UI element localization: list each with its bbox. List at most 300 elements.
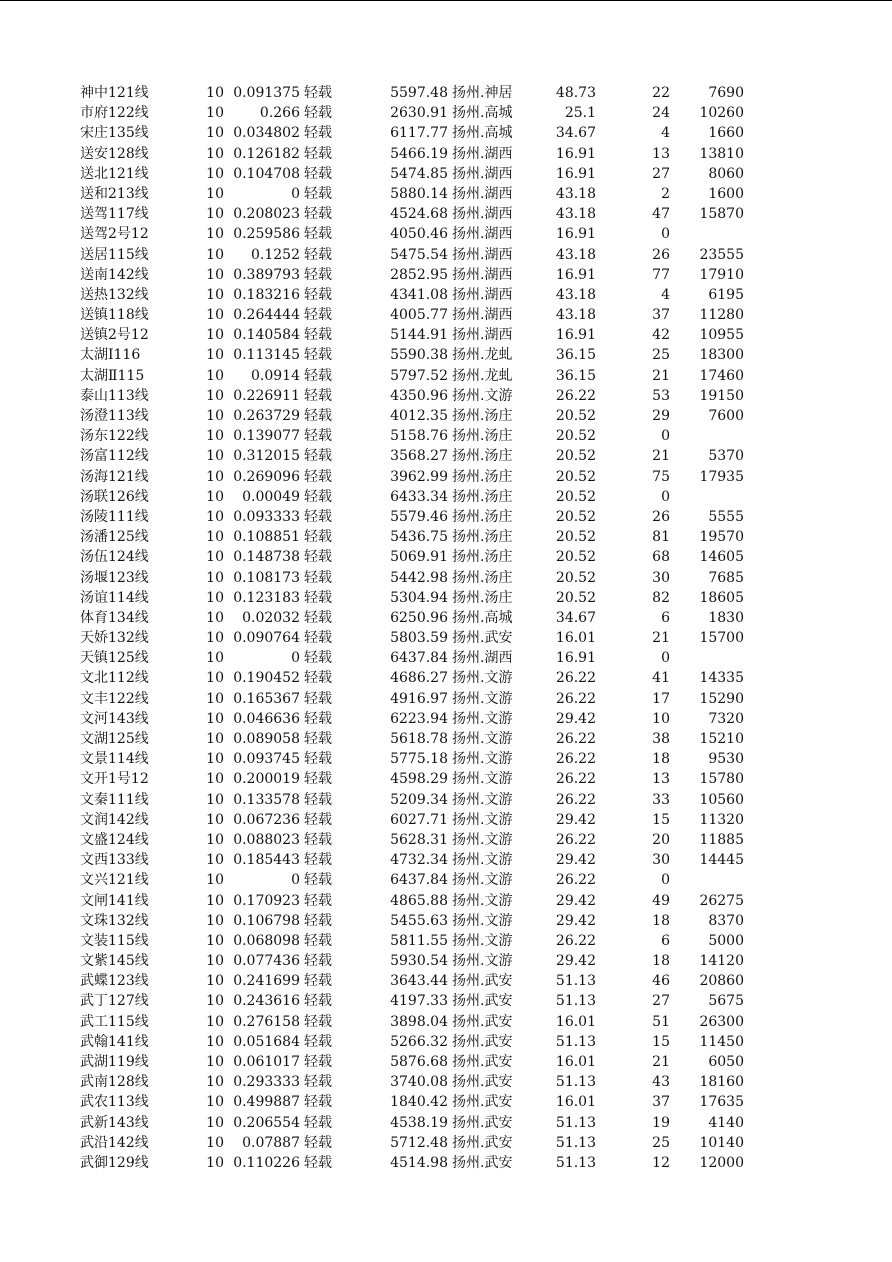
- cell-line-name[interactable]: 天娇132线: [80, 630, 149, 647]
- cell-capacity[interactable]: 18605: [699, 589, 744, 606]
- cell-count[interactable]: 10: [652, 710, 670, 727]
- cell-count[interactable]: 4: [661, 125, 670, 142]
- cell-length[interactable]: 5590.38: [390, 347, 448, 364]
- cell-count[interactable]: 49: [652, 892, 670, 909]
- cell-substation[interactable]: 扬州.汤庄: [452, 569, 513, 586]
- cell-capacity[interactable]: 9530: [708, 751, 744, 768]
- cell-count[interactable]: 21: [652, 367, 670, 384]
- cell-voltage[interactable]: 10: [206, 731, 224, 747]
- cell-length[interactable]: 5466.19: [390, 145, 448, 162]
- cell-voltage[interactable]: 10: [206, 872, 224, 889]
- cell-distance[interactable]: 26.22: [555, 872, 596, 889]
- cell-capacity[interactable]: 26275: [699, 892, 744, 909]
- cell-capacity[interactable]: 11450: [699, 1033, 744, 1050]
- cell-distance[interactable]: 16.01: [555, 1054, 596, 1070]
- cell-voltage[interactable]: 10: [206, 367, 224, 384]
- cell-count[interactable]: 20: [652, 831, 670, 848]
- cell-count[interactable]: 25: [652, 1134, 670, 1151]
- cell-count[interactable]: 2: [661, 185, 670, 202]
- cell-load-rate[interactable]: 0.1252: [251, 246, 300, 263]
- cell-capacity[interactable]: 8370: [708, 912, 744, 929]
- cell-length[interactable]: 5797.52: [390, 367, 448, 384]
- cell-count[interactable]: 6: [661, 932, 670, 949]
- cell-voltage[interactable]: 10: [206, 670, 224, 687]
- cell-load-rate[interactable]: 0.046636: [233, 710, 300, 727]
- cell-distance[interactable]: 51.13: [555, 1033, 596, 1050]
- cell-load-rate[interactable]: 0.243616: [233, 993, 300, 1010]
- cell-load-rate[interactable]: 0.126182: [233, 145, 300, 162]
- cell-count[interactable]: 21: [652, 1054, 670, 1070]
- cell-distance[interactable]: 16.01: [555, 630, 596, 647]
- cell-load-rate[interactable]: 0.00049: [242, 488, 300, 505]
- cell-load-status[interactable]: 轻载: [304, 125, 332, 142]
- cell-capacity[interactable]: 10560: [699, 791, 744, 808]
- cell-line-name[interactable]: 送驾2号12: [80, 226, 149, 243]
- cell-line-name[interactable]: 汤堰123线: [80, 569, 149, 586]
- cell-substation[interactable]: 扬州.高城: [452, 105, 513, 122]
- cell-substation[interactable]: 扬州.湖西: [452, 286, 513, 303]
- cell-distance[interactable]: 29.42: [555, 912, 596, 929]
- cell-substation[interactable]: 扬州.武安: [452, 630, 513, 647]
- cell-capacity[interactable]: 15780: [699, 771, 744, 788]
- cell-line-name[interactable]: 汤东122线: [80, 428, 149, 445]
- cell-load-status[interactable]: 轻载: [304, 932, 332, 949]
- cell-capacity[interactable]: 15290: [699, 690, 744, 707]
- cell-load-status[interactable]: 轻载: [304, 1013, 332, 1030]
- cell-distance[interactable]: 26.22: [555, 670, 596, 687]
- cell-capacity[interactable]: 15700: [699, 630, 744, 647]
- cell-length[interactable]: 2630.91: [390, 105, 448, 122]
- cell-length[interactable]: 4916.97: [390, 690, 448, 707]
- cell-substation[interactable]: 扬州.汤庄: [452, 529, 513, 546]
- cell-substation[interactable]: 扬州.湖西: [452, 145, 513, 162]
- cell-distance[interactable]: 16.91: [555, 165, 596, 182]
- cell-length[interactable]: 4012.35: [390, 408, 448, 424]
- cell-load-status[interactable]: 轻载: [304, 1094, 332, 1111]
- cell-length[interactable]: 5436.75: [390, 529, 448, 546]
- cell-length[interactable]: 2852.95: [390, 266, 448, 283]
- cell-capacity[interactable]: 10140: [699, 1134, 744, 1151]
- cell-capacity[interactable]: 4140: [708, 1114, 744, 1131]
- cell-length[interactable]: 5618.78: [390, 731, 448, 747]
- cell-line-name[interactable]: 汤潘125线: [80, 529, 149, 546]
- cell-substation[interactable]: 扬州.湖西: [452, 266, 513, 283]
- cell-load-status[interactable]: 轻载: [304, 892, 332, 909]
- cell-distance[interactable]: 51.13: [555, 1074, 596, 1091]
- cell-count[interactable]: 30: [652, 569, 670, 586]
- cell-substation[interactable]: 扬州.文游: [452, 670, 513, 687]
- cell-voltage[interactable]: 10: [206, 811, 224, 828]
- cell-substation[interactable]: 扬州.文游: [452, 852, 513, 869]
- cell-load-status[interactable]: 轻载: [304, 650, 332, 667]
- cell-distance[interactable]: 29.42: [555, 892, 596, 909]
- cell-load-rate[interactable]: 0.269096: [233, 468, 300, 485]
- cell-count[interactable]: 0: [661, 428, 670, 445]
- cell-distance[interactable]: 36.15: [555, 367, 596, 384]
- cell-capacity[interactable]: 19150: [699, 387, 744, 404]
- cell-voltage[interactable]: 10: [206, 508, 224, 525]
- cell-capacity[interactable]: 18300: [699, 347, 744, 364]
- cell-load-rate[interactable]: 0.051684: [233, 1033, 300, 1050]
- cell-line-name[interactable]: 送热132线: [80, 286, 149, 303]
- cell-distance[interactable]: 51.13: [555, 993, 596, 1010]
- cell-capacity[interactable]: 18160: [699, 1074, 744, 1091]
- cell-load-rate[interactable]: 0.093745: [233, 751, 300, 768]
- cell-load-rate[interactable]: 0.068098: [233, 932, 300, 949]
- cell-distance[interactable]: 26.22: [555, 690, 596, 707]
- cell-count[interactable]: 81: [652, 529, 670, 546]
- cell-load-rate[interactable]: 0.165367: [233, 690, 300, 707]
- cell-distance[interactable]: 43.18: [555, 206, 596, 223]
- cell-load-rate[interactable]: 0.190452: [233, 670, 300, 687]
- cell-length[interactable]: 3962.99: [390, 468, 448, 485]
- cell-load-rate[interactable]: 0: [291, 650, 300, 667]
- cell-voltage[interactable]: 10: [206, 710, 224, 727]
- cell-length[interactable]: 5930.54: [390, 953, 448, 970]
- cell-count[interactable]: 30: [652, 852, 670, 869]
- cell-capacity[interactable]: 23555: [699, 246, 744, 263]
- cell-voltage[interactable]: 10: [206, 1054, 224, 1070]
- cell-voltage[interactable]: 10: [206, 125, 224, 142]
- cell-voltage[interactable]: 10: [206, 488, 224, 505]
- cell-line-name[interactable]: 武丁127线: [80, 993, 149, 1010]
- cell-line-name[interactable]: 文开1号12: [80, 771, 149, 788]
- cell-substation[interactable]: 扬州.文游: [452, 892, 513, 909]
- cell-load-rate[interactable]: 0.241699: [233, 973, 300, 990]
- cell-capacity[interactable]: 5675: [708, 993, 744, 1010]
- cell-voltage[interactable]: 10: [206, 85, 224, 101]
- cell-voltage[interactable]: 10: [206, 1154, 224, 1171]
- cell-substation[interactable]: 扬州.汤庄: [452, 468, 513, 485]
- cell-line-name[interactable]: 文湖125线: [80, 731, 149, 747]
- cell-capacity[interactable]: 6050: [708, 1054, 744, 1070]
- cell-voltage[interactable]: 10: [206, 751, 224, 768]
- cell-load-status[interactable]: 轻载: [304, 953, 332, 970]
- cell-load-rate[interactable]: 0.183216: [233, 286, 300, 303]
- cell-voltage[interactable]: 10: [206, 1134, 224, 1151]
- cell-length[interactable]: 6027.71: [390, 811, 448, 828]
- cell-distance[interactable]: 20.52: [555, 529, 596, 546]
- cell-substation[interactable]: 扬州.神居: [452, 85, 513, 101]
- cell-substation[interactable]: 扬州.武安: [452, 1134, 513, 1151]
- cell-voltage[interactable]: 10: [206, 408, 224, 424]
- cell-capacity[interactable]: 7685: [708, 569, 744, 586]
- cell-load-rate[interactable]: 0.093333: [233, 508, 300, 525]
- cell-line-name[interactable]: 神中121线: [80, 85, 149, 101]
- cell-load-rate[interactable]: 0.088023: [233, 831, 300, 848]
- cell-length[interactable]: 5474.85: [390, 165, 448, 182]
- cell-count[interactable]: 6: [661, 609, 670, 626]
- cell-length[interactable]: 5876.68: [390, 1054, 448, 1070]
- cell-capacity[interactable]: 14445: [699, 852, 744, 869]
- cell-substation[interactable]: 扬州.武安: [452, 993, 513, 1010]
- cell-load-status[interactable]: 轻载: [304, 387, 332, 404]
- cell-substation[interactable]: 扬州.武安: [452, 1074, 513, 1091]
- cell-distance[interactable]: 26.22: [555, 751, 596, 768]
- cell-capacity[interactable]: 1660: [708, 125, 744, 142]
- cell-distance[interactable]: 16.91: [555, 266, 596, 283]
- cell-load-status[interactable]: 轻载: [304, 185, 332, 202]
- cell-distance[interactable]: 51.13: [555, 1134, 596, 1151]
- cell-line-name[interactable]: 送北121线: [80, 165, 149, 182]
- cell-load-status[interactable]: 轻载: [304, 529, 332, 546]
- cell-voltage[interactable]: 10: [206, 589, 224, 606]
- cell-distance[interactable]: 20.52: [555, 408, 596, 424]
- cell-load-status[interactable]: 轻载: [304, 246, 332, 263]
- cell-capacity[interactable]: 15870: [699, 206, 744, 223]
- cell-load-rate[interactable]: 0.0914: [251, 367, 300, 384]
- cell-load-status[interactable]: 轻载: [304, 872, 332, 889]
- cell-distance[interactable]: 16.91: [555, 650, 596, 667]
- cell-length[interactable]: 4686.27: [390, 670, 448, 687]
- cell-voltage[interactable]: 10: [206, 1074, 224, 1091]
- cell-substation[interactable]: 扬州.文游: [452, 710, 513, 727]
- cell-voltage[interactable]: 10: [206, 347, 224, 364]
- cell-load-status[interactable]: 轻载: [304, 105, 332, 122]
- cell-distance[interactable]: 26.22: [555, 387, 596, 404]
- cell-count[interactable]: 33: [652, 791, 670, 808]
- cell-distance[interactable]: 20.52: [555, 589, 596, 606]
- cell-load-rate[interactable]: 0.034802: [233, 125, 300, 142]
- cell-load-rate[interactable]: 0.206554: [233, 1114, 300, 1131]
- cell-substation[interactable]: 扬州.文游: [452, 912, 513, 929]
- cell-capacity[interactable]: 6195: [708, 286, 744, 303]
- cell-line-name[interactable]: 武湖119线: [80, 1054, 149, 1070]
- cell-substation[interactable]: 扬州.高城: [452, 125, 513, 142]
- cell-voltage[interactable]: 10: [206, 831, 224, 848]
- cell-load-rate[interactable]: 0.02032: [242, 609, 300, 626]
- cell-distance[interactable]: 20.52: [555, 549, 596, 566]
- cell-length[interactable]: 5880.14: [390, 185, 448, 202]
- cell-capacity[interactable]: 17910: [699, 266, 744, 283]
- cell-load-rate[interactable]: 0.113145: [233, 347, 300, 364]
- cell-line-name[interactable]: 武御129线: [80, 1154, 149, 1171]
- cell-line-name[interactable]: 文景114线: [80, 751, 149, 768]
- cell-load-status[interactable]: 轻载: [304, 307, 332, 324]
- cell-load-status[interactable]: 轻载: [304, 852, 332, 869]
- cell-length[interactable]: 4341.08: [390, 286, 448, 303]
- cell-count[interactable]: 18: [652, 751, 670, 768]
- cell-count[interactable]: 42: [652, 327, 670, 344]
- cell-voltage[interactable]: 10: [206, 1013, 224, 1030]
- cell-load-status[interactable]: 轻载: [304, 408, 332, 424]
- cell-load-status[interactable]: 轻载: [304, 731, 332, 747]
- cell-line-name[interactable]: 太湖Ⅰ116: [80, 347, 141, 364]
- cell-distance[interactable]: 51.13: [555, 1154, 596, 1171]
- cell-substation[interactable]: 扬州.湖西: [452, 226, 513, 243]
- cell-count[interactable]: 51: [652, 1013, 670, 1030]
- cell-count[interactable]: 19: [652, 1114, 670, 1131]
- cell-load-status[interactable]: 轻载: [304, 448, 332, 465]
- cell-load-rate[interactable]: 0.200019: [233, 771, 300, 788]
- cell-length[interactable]: 5209.34: [390, 791, 448, 808]
- cell-load-status[interactable]: 轻载: [304, 488, 332, 505]
- cell-line-name[interactable]: 送居115线: [80, 246, 149, 263]
- cell-distance[interactable]: 43.18: [555, 185, 596, 202]
- cell-load-rate[interactable]: 0.226911: [233, 387, 300, 404]
- cell-line-name[interactable]: 文北112线: [80, 670, 149, 687]
- cell-distance[interactable]: 29.42: [555, 811, 596, 828]
- cell-length[interactable]: 4005.77: [390, 307, 448, 324]
- cell-load-status[interactable]: 轻载: [304, 811, 332, 828]
- cell-load-rate[interactable]: 0.106798: [233, 912, 300, 929]
- cell-load-rate[interactable]: 0.091375: [233, 85, 300, 101]
- cell-line-name[interactable]: 泰山113线: [80, 387, 149, 404]
- cell-substation[interactable]: 扬州.汤庄: [452, 488, 513, 505]
- cell-length[interactable]: 4524.68: [390, 206, 448, 223]
- cell-substation[interactable]: 扬州.文游: [452, 731, 513, 747]
- cell-capacity[interactable]: 17635: [699, 1094, 744, 1111]
- cell-load-status[interactable]: 轻载: [304, 569, 332, 586]
- cell-capacity[interactable]: 10260: [699, 105, 744, 122]
- cell-load-rate[interactable]: 0.499887: [233, 1094, 300, 1111]
- cell-count[interactable]: 22: [652, 85, 670, 101]
- cell-line-name[interactable]: 送安128线: [80, 145, 149, 162]
- cell-distance[interactable]: 26.22: [555, 831, 596, 848]
- cell-voltage[interactable]: 10: [206, 993, 224, 1010]
- cell-load-rate[interactable]: 0.061017: [233, 1054, 300, 1070]
- cell-substation[interactable]: 扬州.湖西: [452, 206, 513, 223]
- cell-substation[interactable]: 扬州.文游: [452, 690, 513, 707]
- cell-length[interactable]: 4350.96: [390, 387, 448, 404]
- cell-voltage[interactable]: 10: [206, 185, 224, 202]
- cell-load-status[interactable]: 轻载: [304, 1033, 332, 1050]
- cell-distance[interactable]: 16.01: [555, 1094, 596, 1111]
- cell-substation[interactable]: 扬州.武安: [452, 1013, 513, 1030]
- cell-load-status[interactable]: 轻载: [304, 165, 332, 182]
- cell-length[interactable]: 4538.19: [390, 1114, 448, 1131]
- cell-length[interactable]: 6433.34: [390, 488, 448, 505]
- cell-voltage[interactable]: 10: [206, 791, 224, 808]
- cell-distance[interactable]: 43.18: [555, 286, 596, 303]
- cell-line-name[interactable]: 文兴121线: [80, 872, 149, 889]
- cell-voltage[interactable]: 10: [206, 327, 224, 344]
- cell-distance[interactable]: 48.73: [555, 85, 596, 101]
- cell-line-name[interactable]: 天镇125线: [80, 650, 149, 667]
- cell-line-name[interactable]: 太湖Ⅱ115: [80, 367, 145, 384]
- cell-capacity[interactable]: 5555: [708, 508, 744, 525]
- cell-load-rate[interactable]: 0: [291, 872, 300, 889]
- cell-capacity[interactable]: 13810: [699, 145, 744, 162]
- cell-distance[interactable]: 20.52: [555, 488, 596, 505]
- cell-length[interactable]: 4732.34: [390, 852, 448, 869]
- cell-line-name[interactable]: 武新143线: [80, 1114, 149, 1131]
- cell-count[interactable]: 18: [652, 953, 670, 970]
- cell-distance[interactable]: 20.52: [555, 569, 596, 586]
- cell-line-name[interactable]: 文秦111线: [80, 791, 149, 808]
- cell-substation[interactable]: 扬州.龙虬: [452, 367, 513, 384]
- cell-distance[interactable]: 34.67: [555, 609, 596, 626]
- cell-voltage[interactable]: 10: [206, 246, 224, 263]
- cell-count[interactable]: 15: [652, 1033, 670, 1050]
- cell-voltage[interactable]: 10: [206, 529, 224, 546]
- cell-load-rate[interactable]: 0: [291, 185, 300, 202]
- cell-substation[interactable]: 扬州.武安: [452, 1094, 513, 1111]
- cell-line-name[interactable]: 送镇2号12: [80, 327, 149, 344]
- cell-count[interactable]: 75: [652, 468, 670, 485]
- cell-line-name[interactable]: 汤联126线: [80, 488, 149, 505]
- cell-capacity[interactable]: 12000: [699, 1154, 744, 1171]
- cell-count[interactable]: 38: [652, 731, 670, 747]
- cell-count[interactable]: 13: [652, 771, 670, 788]
- cell-substation[interactable]: 扬州.汤庄: [452, 508, 513, 525]
- cell-load-status[interactable]: 轻载: [304, 831, 332, 848]
- cell-load-status[interactable]: 轻载: [304, 690, 332, 707]
- cell-substation[interactable]: 扬州.文游: [452, 771, 513, 788]
- cell-length[interactable]: 6223.94: [390, 710, 448, 727]
- cell-count[interactable]: 26: [652, 246, 670, 263]
- cell-line-name[interactable]: 武农113线: [80, 1094, 149, 1111]
- cell-load-rate[interactable]: 0.139077: [233, 428, 300, 445]
- cell-voltage[interactable]: 10: [206, 690, 224, 707]
- cell-count[interactable]: 21: [652, 448, 670, 465]
- cell-substation[interactable]: 扬州.文游: [452, 872, 513, 889]
- cell-line-name[interactable]: 汤谊114线: [80, 589, 149, 606]
- cell-substation[interactable]: 扬州.武安: [452, 1033, 513, 1050]
- cell-distance[interactable]: 16.91: [555, 145, 596, 162]
- cell-length[interactable]: 4514.98: [390, 1154, 448, 1171]
- cell-length[interactable]: 5069.91: [390, 549, 448, 566]
- cell-voltage[interactable]: 10: [206, 852, 224, 869]
- cell-line-name[interactable]: 送驾117线: [80, 206, 149, 223]
- cell-count[interactable]: 15: [652, 811, 670, 828]
- cell-line-name[interactable]: 体育134线: [80, 609, 149, 626]
- cell-voltage[interactable]: 10: [206, 1094, 224, 1111]
- cell-voltage[interactable]: 10: [206, 1033, 224, 1050]
- cell-line-name[interactable]: 汤陵111线: [80, 508, 149, 525]
- cell-line-name[interactable]: 文装115线: [80, 932, 149, 949]
- cell-line-name[interactable]: 武南128线: [80, 1074, 149, 1091]
- cell-line-name[interactable]: 武沿142线: [80, 1134, 149, 1151]
- cell-load-status[interactable]: 轻载: [304, 993, 332, 1010]
- cell-load-status[interactable]: 轻载: [304, 912, 332, 929]
- cell-count[interactable]: 27: [652, 165, 670, 182]
- cell-line-name[interactable]: 汤富112线: [80, 448, 149, 465]
- cell-line-name[interactable]: 文润142线: [80, 811, 149, 828]
- cell-line-name[interactable]: 汤海121线: [80, 468, 149, 485]
- cell-capacity[interactable]: 11885: [699, 831, 744, 848]
- cell-load-rate[interactable]: 0.208023: [233, 206, 300, 223]
- cell-length[interactable]: 5455.63: [390, 912, 448, 929]
- cell-voltage[interactable]: 10: [206, 569, 224, 586]
- cell-count[interactable]: 77: [652, 266, 670, 283]
- cell-substation[interactable]: 扬州.龙虬: [452, 347, 513, 364]
- cell-voltage[interactable]: 10: [206, 145, 224, 162]
- cell-length[interactable]: 5475.54: [390, 246, 448, 263]
- cell-capacity[interactable]: 10955: [699, 327, 744, 344]
- cell-load-rate[interactable]: 0.123183: [233, 589, 300, 606]
- cell-capacity[interactable]: 17460: [699, 367, 744, 384]
- cell-length[interactable]: 3740.08: [390, 1074, 448, 1091]
- cell-load-status[interactable]: 轻载: [304, 286, 332, 303]
- cell-length[interactable]: 3898.04: [390, 1013, 448, 1030]
- cell-substation[interactable]: 扬州.文游: [452, 751, 513, 768]
- cell-line-name[interactable]: 武工115线: [80, 1013, 149, 1030]
- cell-load-rate[interactable]: 0.148738: [233, 549, 300, 566]
- cell-load-status[interactable]: 轻载: [304, 428, 332, 445]
- cell-length[interactable]: 5803.59: [390, 630, 448, 647]
- cell-distance[interactable]: 43.18: [555, 307, 596, 324]
- cell-capacity[interactable]: 20860: [699, 973, 744, 990]
- cell-voltage[interactable]: 10: [206, 650, 224, 667]
- cell-load-status[interactable]: 轻载: [304, 1054, 332, 1070]
- cell-count[interactable]: 82: [652, 589, 670, 606]
- cell-capacity[interactable]: 14120: [699, 953, 744, 970]
- cell-capacity[interactable]: 1600: [708, 185, 744, 202]
- cell-line-name[interactable]: 宋庄135线: [80, 125, 149, 142]
- cell-substation[interactable]: 扬州.湖西: [452, 246, 513, 263]
- cell-distance[interactable]: 20.52: [555, 508, 596, 525]
